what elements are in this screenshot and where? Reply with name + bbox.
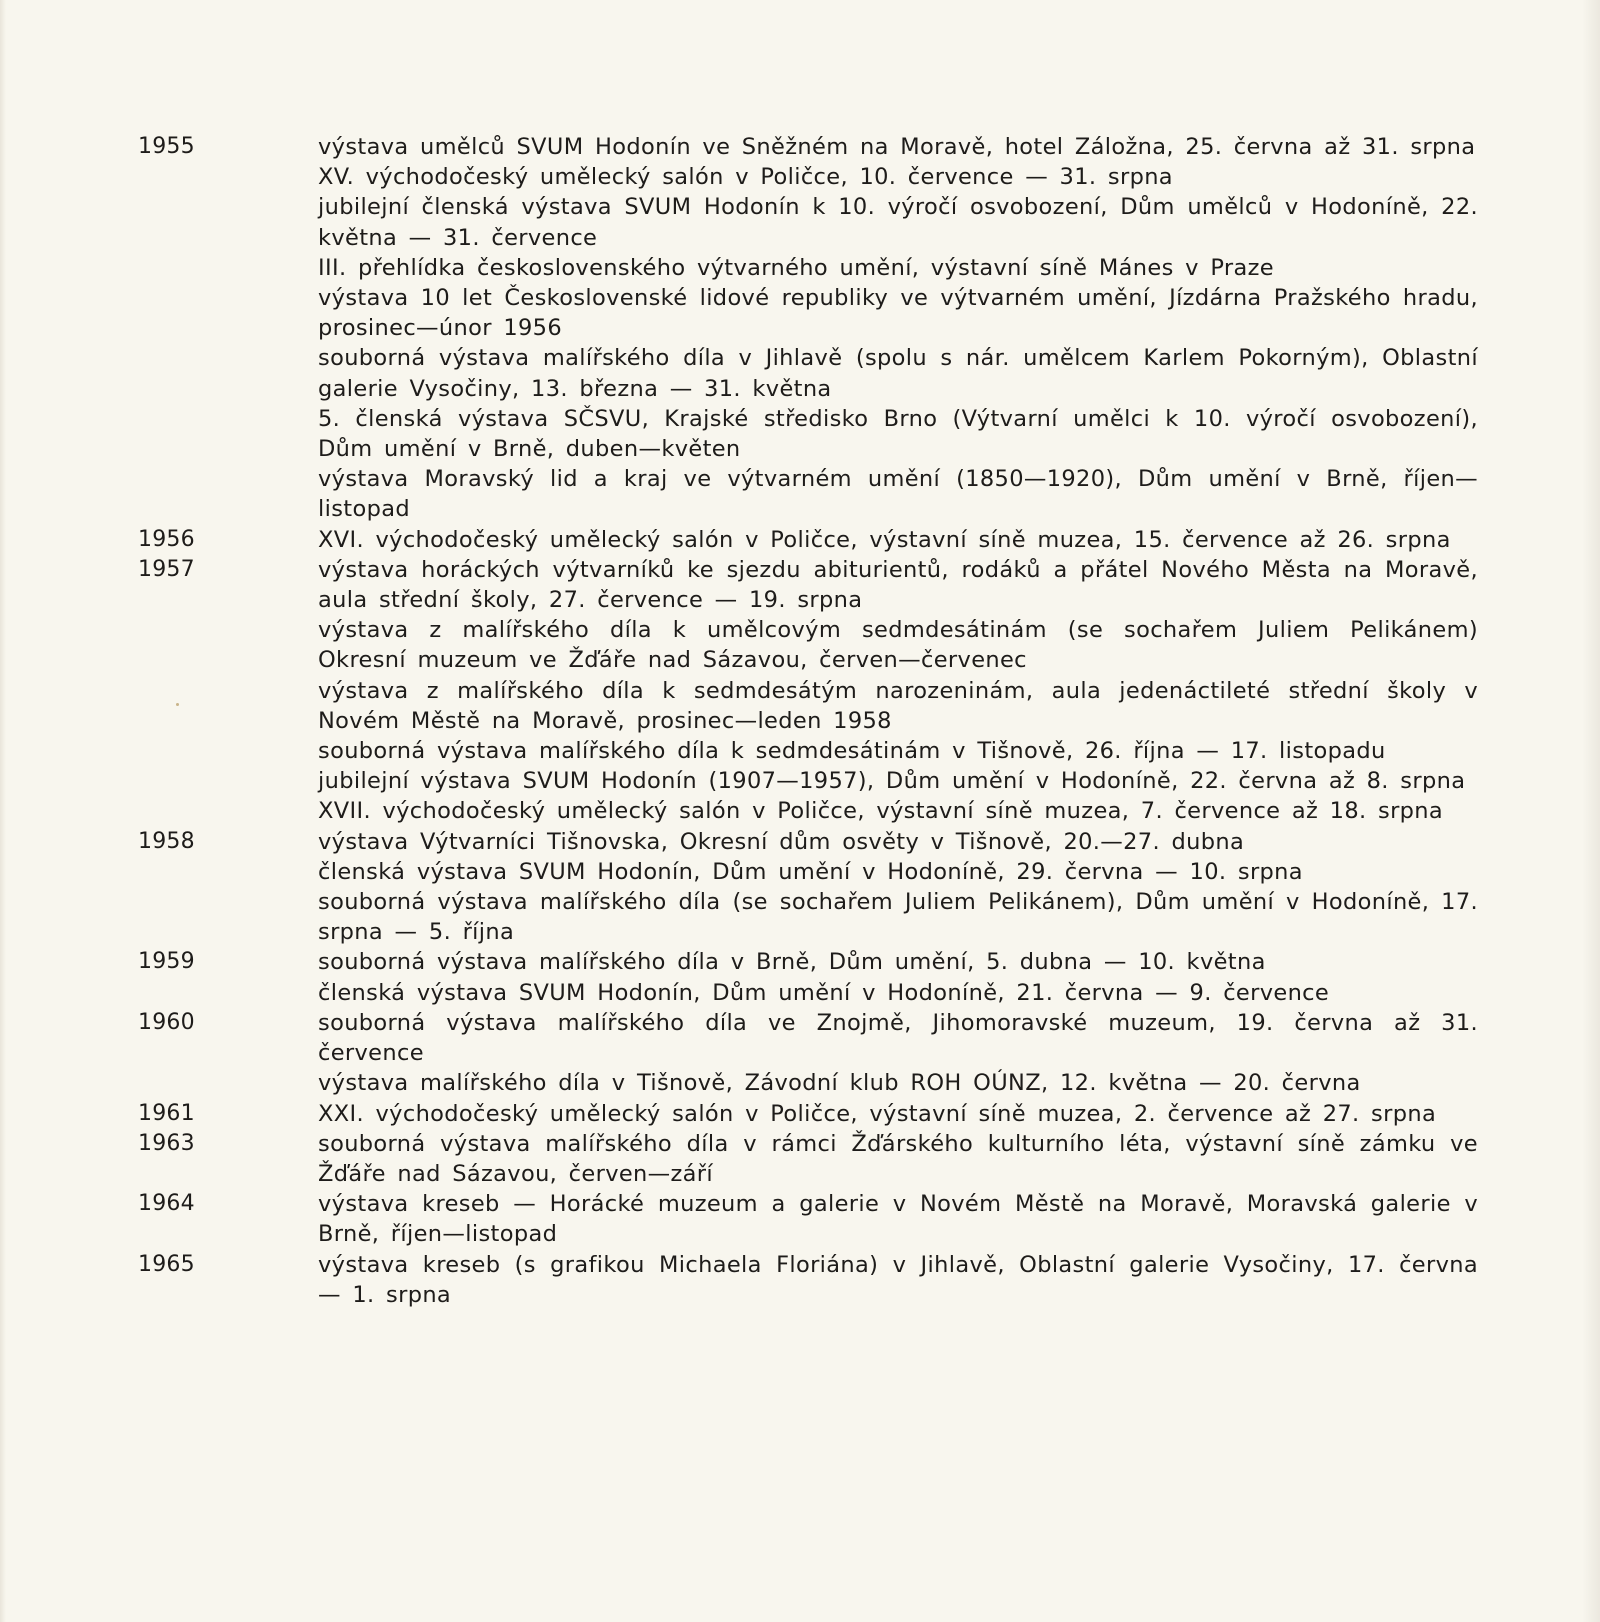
exhibition-year: 1956 (138, 526, 195, 552)
exhibition-entries (318, 555, 1478, 827)
exhibition-entries (318, 1250, 1478, 1310)
exhibition-year: 1964 (138, 1191, 195, 1217)
exhibition-entry: jubilejní výstava SVUM Hodonín (1907—1957), Dům umění v Hodoníně, 22. června až 8. srpna (318, 768, 1466, 795)
exhibition-year: 1958 (138, 828, 195, 854)
exhibition-entry: výstava malířského díla v Tišnově, Závodní klub ROH OÚNZ, 12. května — 20. června (318, 1070, 1361, 1097)
exhibition-entries (318, 947, 1478, 1007)
exhibition-entry: členská výstava SVUM Hodonín, Dům umění v Hodoníně, 21. června — 9. července (318, 979, 1330, 1006)
year-group (138, 132, 1478, 525)
year-group (138, 1189, 1478, 1249)
year-group (138, 525, 1478, 555)
exhibition-entry: III. přehlídka československého výtvarného umění, výstavní síně Mánes v Praze (318, 254, 1274, 281)
year-group (138, 1250, 1478, 1310)
exhibition-entry: výstava kreseb — Horácké muzeum a galerie v Novém Městě na Moravě, Moravská galerie v Brně, říjen—listopad (318, 1191, 1478, 1248)
page-edge-right (1582, 0, 1600, 1622)
exhibition-entry: XVII. východočeský umělecký salón v Poličce, výstavní síně muzea, 7. července až 18. srpna (318, 798, 1444, 825)
exhibition-entry: souborná výstava malířského díla k sedmdesátinám v Tišnově, 26. října — 17. listopadu (318, 738, 1386, 765)
exhibition-entry: 5. členská výstava SČSVU, Krajské středisko Brno (Výtvarní umělci k 10. výročí osvobození), Dům umění v Brně, duben—květen (318, 405, 1478, 463)
exhibition-entries (318, 132, 1478, 525)
exhibition-entry: výstava horáckých výtvarníků ke sjezdu abiturientů, rodáků a přátel Nového Města na Moravě, aula střední školy, 27. července — 19. srpna (318, 556, 1478, 614)
exhibition-entry: XVI. východočeský umělecký salón v Poličce, výstavní síně muzea, 15. července až 26. srpna (318, 526, 1451, 553)
year-group (138, 555, 1478, 827)
exhibition-year: 1961 (138, 1100, 195, 1126)
exhibition-entry: výstava umělců SVUM Hodonín ve Sněžném na Moravě, hotel Záložna, 25. června až 31. srpna (318, 134, 1476, 160)
exhibition-entries (318, 1129, 1478, 1189)
exhibition-list (138, 132, 1478, 1310)
year-group (138, 1099, 1478, 1129)
year-group (138, 947, 1478, 1007)
page-edge-left (0, 0, 6, 1622)
exhibition-entry: XXI. východočeský umělecký salón v Poličce, výstavní síně muzea, 2. července až 27. srpna (318, 1100, 1437, 1127)
exhibition-year: 1955 (138, 134, 195, 159)
exhibition-year: 1957 (138, 556, 195, 582)
year-group (138, 1129, 1478, 1189)
exhibition-entry: souborná výstava malířského díla (se sochařem Juliem Pelikánem), Dům umění v Hodoníně, 17. srpna — 5. října (318, 889, 1478, 946)
exhibition-entry: členská výstava SVUM Hodonín, Dům umění v Hodoníně, 29. června — 10. srpna (318, 858, 1303, 885)
exhibition-entry: jubilejní členská výstava SVUM Hodonín k 10. výročí osvobození, Dům umělců v Hodoníně, 22. května — 31. července (318, 194, 1478, 251)
exhibition-entry: výstava Moravský lid a kraj ve výtvarném umění (1850—1920), Dům umění v Brně, říjen—listopad (318, 466, 1478, 523)
exhibition-year: 1965 (138, 1251, 195, 1277)
year-group (138, 827, 1478, 948)
exhibition-entry: souborná výstava malířského díla v rámci Žďárského kulturního léta, výstavní síně zámku ve Žďáře nad Sázavou, červen—září (318, 1130, 1478, 1187)
exhibition-year: 1960 (138, 1009, 195, 1035)
exhibition-entries (318, 1189, 1478, 1249)
exhibition-entries (318, 525, 1478, 555)
exhibition-year: 1963 (138, 1130, 195, 1156)
exhibition-entry: výstava Výtvarníci Tišnovska, Okresní dům osvěty v Tišnově, 20.—27. dubna (318, 828, 1245, 855)
exhibition-entry: výstava z malířského díla k umělcovým sedmdesátinám (se sochařem Juliem Pelikánem) Okresní muzeum ve Žďáře nad Sázavou, červen—červenec (318, 617, 1478, 674)
exhibition-entries (318, 1099, 1478, 1129)
exhibition-year: 1959 (138, 949, 195, 975)
exhibition-entry: výstava 10 let Československé lidové republiky ve výtvarném umění, Jízdárna Pražského hradu, prosinec—únor 1956 (318, 285, 1478, 342)
year-group (138, 1008, 1478, 1099)
exhibition-entry: souborná výstava malířského díla ve Znojmě, Jihomoravské muzeum, 19. června až 31. července (318, 1009, 1478, 1067)
exhibition-entry: výstava z malířského díla k sedmdesátým narozeninám, aula jedenáctileté střední školy v Novém Městě na Moravě, prosinec—leden 1958 (318, 677, 1478, 734)
exhibition-entry: výstava kreseb (s grafikou Michaela Floriána) v Jihlavě, Oblastní galerie Vysočiny, 17. června — 1. srpna (318, 1251, 1478, 1308)
exhibition-entries (318, 1008, 1478, 1099)
exhibition-entries (318, 827, 1478, 948)
exhibition-entry: XV. východočeský umělecký salón v Poličce, 10. července — 31. srpna (318, 164, 1173, 191)
exhibition-entry: souborná výstava malířského díla v Brně, Dům umění, 5. dubna — 10. května (318, 949, 1266, 976)
exhibition-entry: souborná výstava malířského díla v Jihlavě (spolu s nár. umělcem Karlem Pokorným), Oblastní galerie Vysočiny, 13. března — 31. května (318, 345, 1478, 402)
